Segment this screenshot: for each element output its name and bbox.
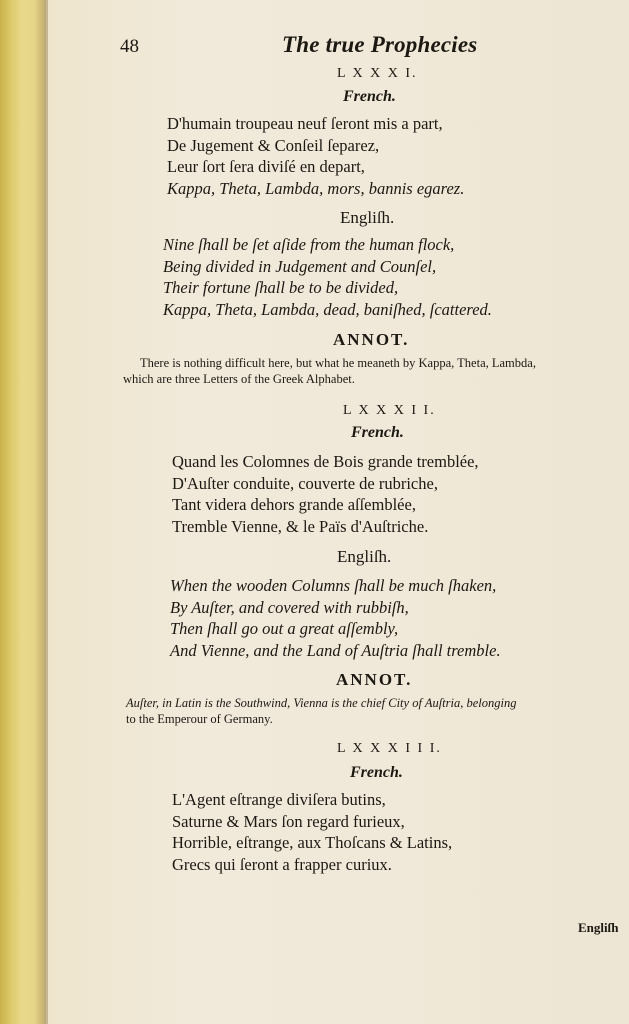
french-label: French.	[350, 764, 403, 781]
verse-line: D'humain troupeau neuf ſeront mis a part,	[167, 114, 443, 133]
verse-line: Then ſhall go out a great aſſembly,	[170, 619, 399, 639]
verse-line: Kappa, Theta, Lambda, mors, bannis egarez.	[167, 178, 465, 198]
english-verse	[170, 575, 501, 661]
quatrain-number: L X X X I I I.	[337, 741, 442, 756]
english-label: Engliſh.	[337, 547, 392, 566]
french-label: French.	[351, 424, 404, 441]
annotation-line: There is nothing difficult here, but what he meaneth by Kappa, Theta, Lambda,	[140, 356, 536, 370]
verse-line: Grecs qui ſeront a frapper curiux.	[172, 854, 392, 874]
annotation-line: to the Emperour of Germany.	[126, 712, 273, 726]
annot-heading: ANNOT.	[333, 330, 410, 349]
french-verse	[167, 113, 464, 199]
quatrain-number: L X X X I I.	[343, 403, 436, 418]
annotation-text	[123, 355, 536, 387]
annot-heading: ANNOT.	[336, 670, 413, 689]
verse-line: When the wooden Columns ſhall be much ſhaken,	[170, 576, 497, 595]
french-label: French.	[343, 88, 396, 105]
page-number: 48	[120, 36, 139, 57]
verse-line: L'Agent eſtrange diviſera butins,	[172, 790, 386, 809]
verse-line: Their fortune ſhall be to be divided,	[163, 278, 399, 298]
verse-line: Being divided in Judgement and Counſel,	[163, 256, 437, 276]
running-head: The true Prophecies	[282, 32, 478, 57]
english-label: Engliſh.	[340, 208, 395, 227]
french-verse	[172, 451, 479, 537]
verse-line: D'Auſter conduite, couverte de rubriche,	[172, 473, 438, 493]
quatrain-number: L X X X I.	[337, 66, 418, 81]
verse-line: Horrible, eſtrange, aux Thoſcans & Latins,	[172, 833, 453, 853]
annotation-line: which are three Letters of the Greek Alphabet.	[123, 372, 355, 386]
annotation-line: Auſter, in Latin is the Southwind, Vienna is the chief City of Auſtria, belonging	[126, 696, 517, 710]
french-verse	[172, 789, 452, 875]
verse-line: By Auſter, and covered with rubbiſh,	[170, 597, 409, 617]
verse-line: Tremble Vienne, & le Païs d'Auſtriche.	[172, 516, 429, 536]
annotation-text	[126, 695, 517, 727]
catchword: Engliſh	[578, 920, 619, 935]
verse-line: Tant videra dehors grande aſſemblée,	[172, 495, 416, 515]
verse-line: Nine ſhall be ſet aſide from the human flock,	[163, 235, 455, 254]
verse-line: Saturne & Mars ſon regard furieux,	[172, 811, 405, 831]
verse-line: Leur ſort ſera diviſé en depart,	[167, 157, 365, 177]
verse-line: Kappa, Theta, Lambda, dead, baniſhed, ſcattered.	[163, 299, 492, 319]
verse-line: Quand les Colomnes de Bois grande tremblée,	[172, 452, 479, 471]
english-verse	[163, 234, 492, 320]
verse-line: And Vienne, and the Land of Auſtria ſhall tremble.	[170, 640, 501, 660]
verse-line: De Jugement & Conſeil ſeparez,	[167, 135, 380, 155]
